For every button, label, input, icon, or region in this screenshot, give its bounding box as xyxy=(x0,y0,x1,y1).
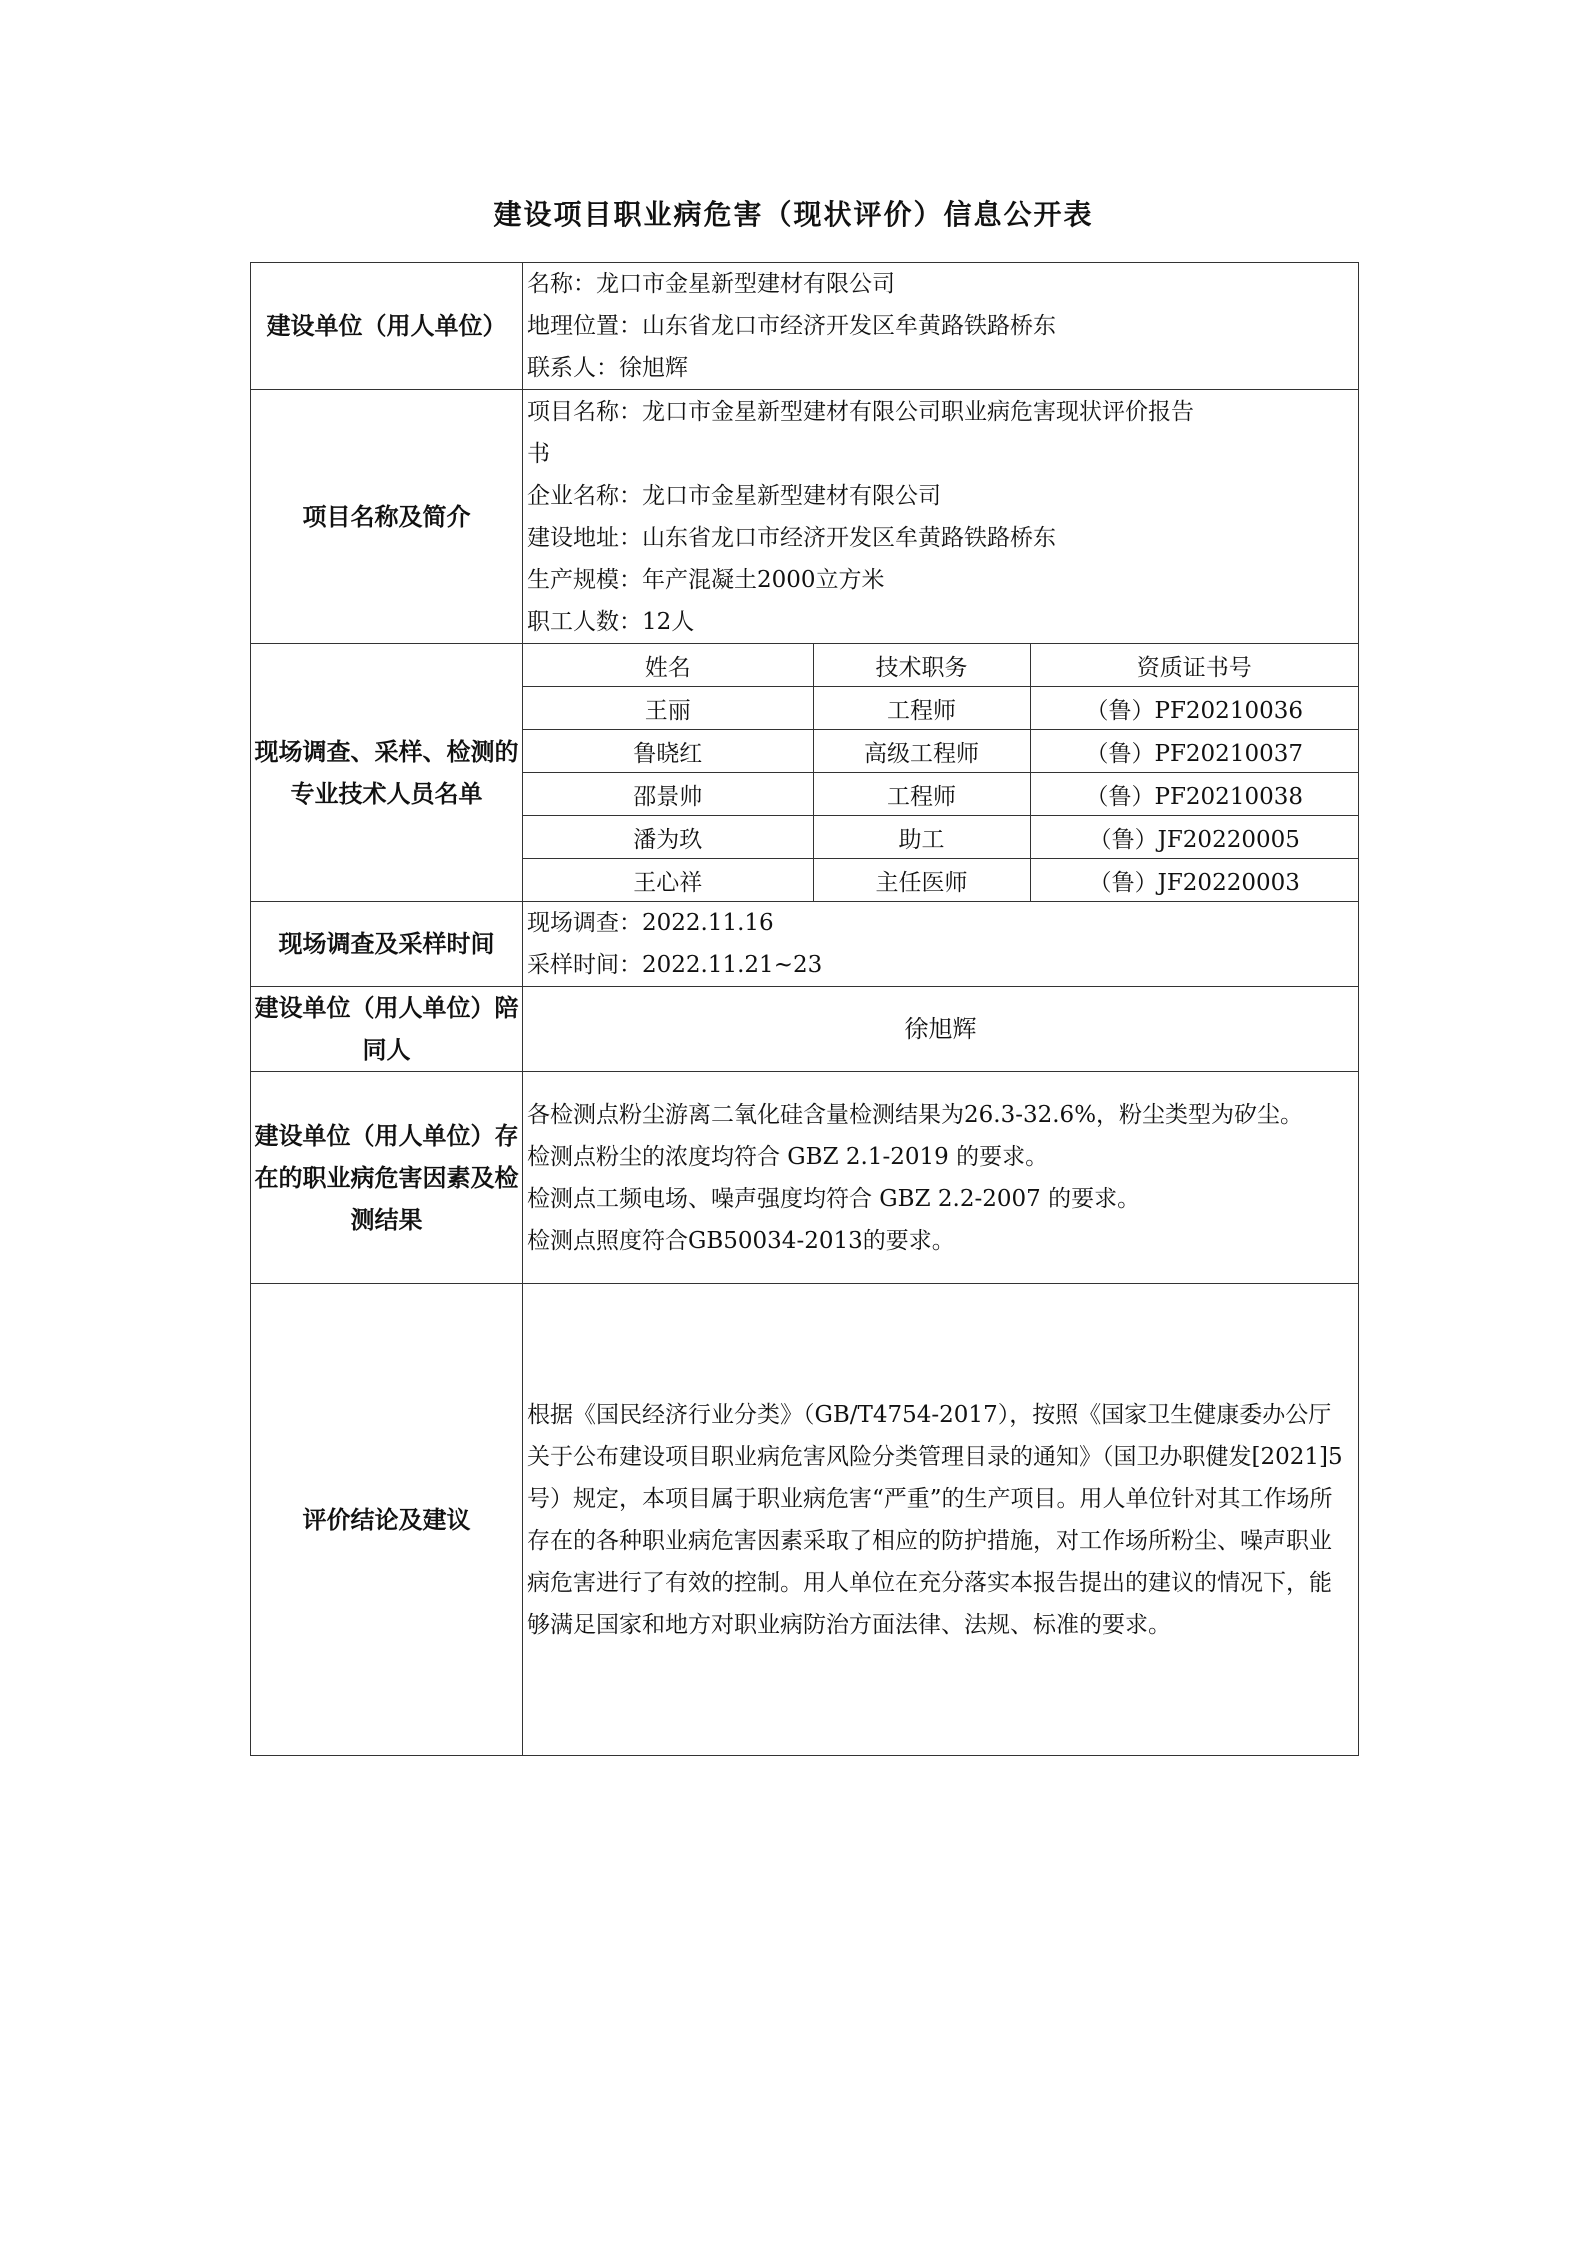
table-row xyxy=(523,859,1358,902)
staff-title: 高级工程师 xyxy=(813,730,1030,773)
staff-cert: （鲁）PF20210038 xyxy=(1030,773,1358,816)
staff-label: 现场调查、采样、检测的专业技术人员名单 xyxy=(251,644,523,902)
staff-name: 王心祥 xyxy=(523,859,813,902)
staff-name: 王丽 xyxy=(523,687,813,730)
survey-time: 现场调查：2022.11.16 xyxy=(527,910,774,936)
project-address: 建设地址：山东省龙口市经济开发区牟黄路铁路桥东 xyxy=(527,524,1056,551)
staff-header-cert: 资质证书号 xyxy=(1030,644,1358,687)
escort-row xyxy=(251,987,1359,1072)
hazards-label: 建设单位（用人单位）存在的职业病危害因素及检测结果 xyxy=(251,1072,523,1284)
conclusion-label: 评价结论及建议 xyxy=(251,1284,523,1756)
staff-cert: （鲁）JF20220003 xyxy=(1030,859,1358,902)
project-company: 企业名称：龙口市金星新型建材有限公司 xyxy=(527,482,941,509)
page-title: 建设项目职业病危害（现状评价）信息公开表 xyxy=(493,198,1094,231)
table-row xyxy=(523,687,1358,730)
staff-header-title: 技术职务 xyxy=(813,644,1030,687)
project-label: 项目名称及简介 xyxy=(251,390,523,644)
table-row xyxy=(523,816,1358,859)
unit-content xyxy=(523,263,1359,390)
staff-name: 潘为玖 xyxy=(523,816,813,859)
hazards-line2: 检测点粉尘的浓度均符合 GBZ 2.1-2019 的要求。 xyxy=(527,1143,1049,1170)
unit-label: 建设单位（用人单位） xyxy=(251,263,523,390)
project-name-line1: 项目名称：龙口市金星新型建材有限公司职业病危害现状评价报告 xyxy=(527,398,1194,425)
survey-row xyxy=(251,902,1359,987)
unit-row xyxy=(251,263,1359,390)
staff-title: 助工 xyxy=(813,816,1030,859)
sampling-time: 采样时间：2022.11.21~23 xyxy=(527,952,823,978)
conclusion-row xyxy=(251,1284,1359,1756)
escort-name: 徐旭辉 xyxy=(523,987,1359,1072)
project-scale: 生产规模：年产混凝土2000立方米 xyxy=(527,566,885,593)
unit-name: 名称：龙口市金星新型建材有限公司 xyxy=(527,271,895,297)
table-row xyxy=(523,730,1358,773)
staff-title: 主任医师 xyxy=(813,859,1030,902)
staff-cert: （鲁）PF20210036 xyxy=(1030,687,1358,730)
staff-cell xyxy=(523,644,1359,902)
staff-header-name: 姓名 xyxy=(523,644,813,687)
staff-name: 鲁晓红 xyxy=(523,730,813,773)
staff-cert: （鲁）PF20210037 xyxy=(1030,730,1358,773)
disclosure-table xyxy=(250,262,1359,1756)
staff-header-row xyxy=(523,644,1358,687)
unit-contact: 联系人：徐旭辉 xyxy=(527,355,688,381)
hazards-line1: 各检测点粉尘游离二氧化硅含量检测结果为26.3-32.6%，粉尘类型为矽尘。 xyxy=(527,1101,1304,1128)
hazards-row xyxy=(251,1072,1359,1284)
table-row xyxy=(523,773,1358,816)
staff-row xyxy=(251,644,1359,902)
project-row xyxy=(251,390,1359,644)
hazards-line3: 检测点工频电场、噪声强度均符合 GBZ 2.2-2007 的要求。 xyxy=(527,1185,1141,1212)
staff-cert: （鲁）JF20220005 xyxy=(1030,816,1358,859)
conclusion-text: 根据《国民经济行业分类》（GB/T4754-2017），按照《国家卫生健康委办公厅关于公布建设项目职业病危害风险分类管理目录的通知》（国卫办职健发[2021]5号）规定，本项目属于职业病危害“严重”的生产项目。用人单位针对其工作场所存在的各种职业病危害因素采取了相应的防护措施，对工作场所粉尘、噪声职业病危害进行了有效的控制。用人单位在充分落实本报告提出的建议的情况下，能够满足国家和地方对职业病防治方面法律、法规、标准的要求。 xyxy=(523,1284,1359,1756)
hazards-content xyxy=(523,1072,1359,1284)
survey-label: 现场调查及采样时间 xyxy=(251,902,523,987)
staff-name: 邵景帅 xyxy=(523,773,813,816)
staff-title: 工程师 xyxy=(813,687,1030,730)
escort-label: 建设单位（用人单位）陪同人 xyxy=(251,987,523,1072)
project-staff-count: 职工人数：12人 xyxy=(527,608,695,635)
project-content xyxy=(523,390,1359,644)
staff-table xyxy=(523,644,1358,901)
project-name-line2: 书 xyxy=(527,440,550,467)
staff-title: 工程师 xyxy=(813,773,1030,816)
hazards-line4: 检测点照度符合GB50034-2013的要求。 xyxy=(527,1227,955,1254)
survey-content xyxy=(523,902,1359,987)
unit-location: 地理位置：山东省龙口市经济开发区牟黄路铁路桥东 xyxy=(527,313,1056,339)
